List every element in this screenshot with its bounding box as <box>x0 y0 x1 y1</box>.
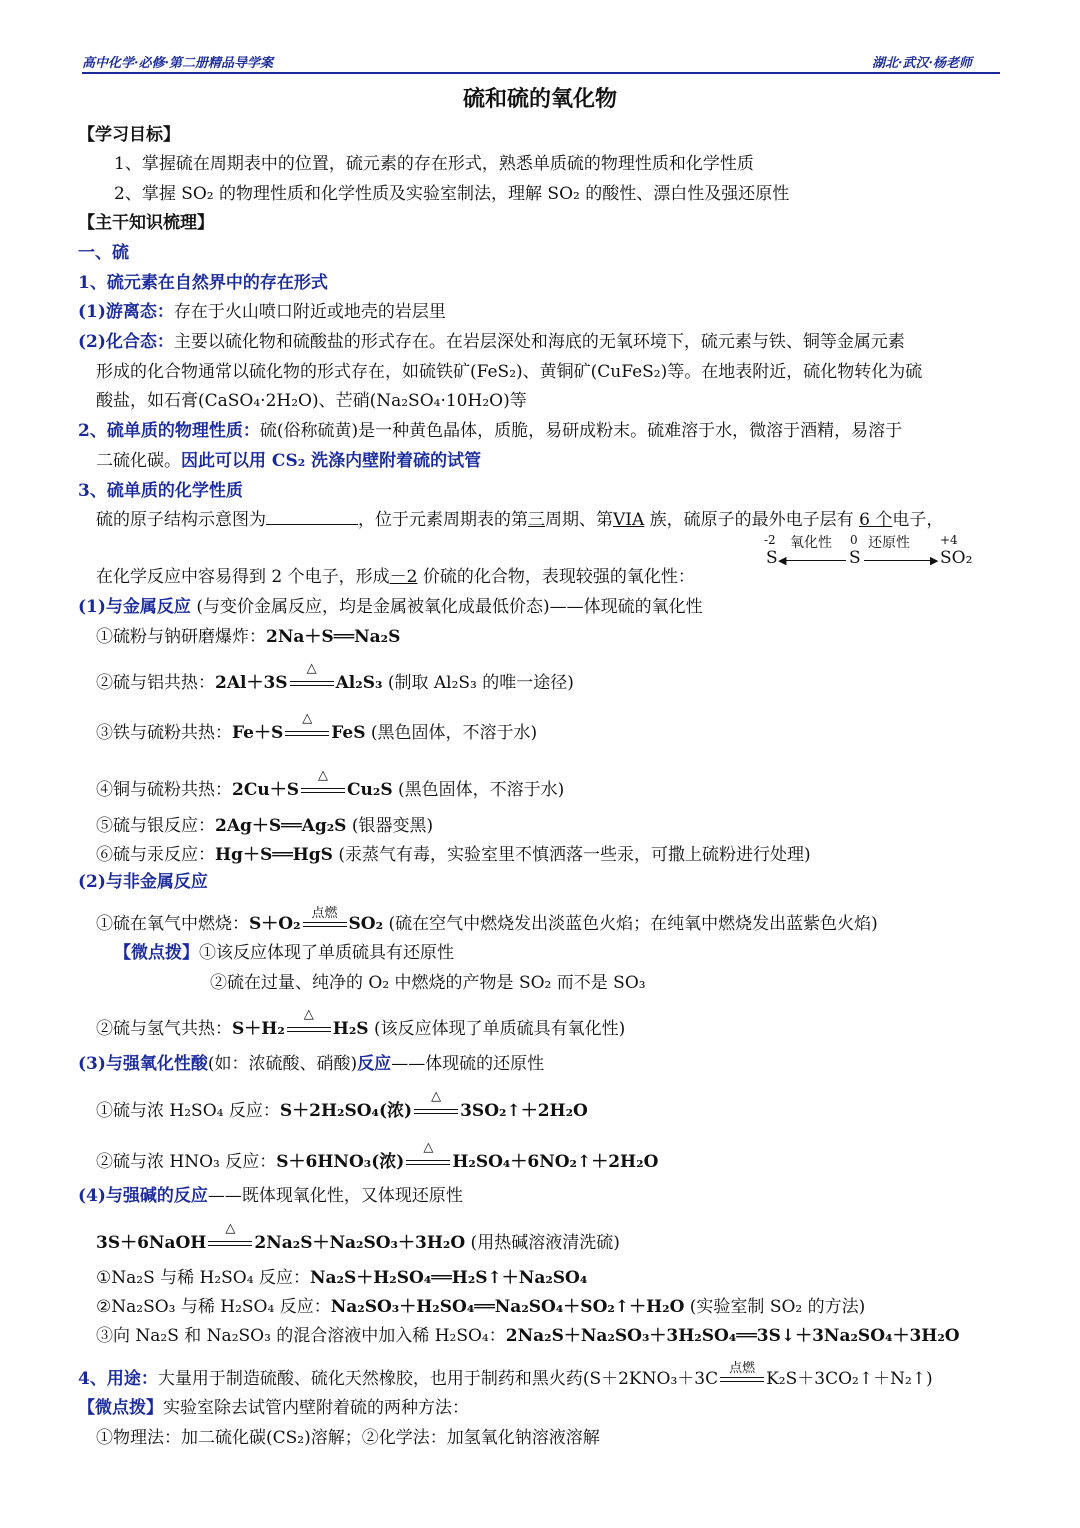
reaction-mixed: ③向 Na₂S 和 Na₂SO₃ 的混合溶液中加入稀 H₂SO₄：2Na₂S＋Na₂SO₃＋3H₂SO₄══3S↓＋3Na₂SO₄＋3H₂O <box>96 1326 960 1346</box>
page-title: 硫和硫的氧化物 <box>462 87 617 112</box>
objective-2: 2、掌握 SO₂ 的物理性质和化学性质及实验室制法，理解 SO₂ 的酸性、漂白性及强还原性 <box>114 184 790 204</box>
removal-methods: ①物理法：加二硫化碳(CS₂)溶解；②化学法：加氢氧化钠溶液溶解 <box>96 1428 600 1448</box>
reaction-na2s: ①Na₂S 与稀 H₂SO₄ 反应：Na₂S＋H₂SO₄══H₂S↑＋Na₂SO₄ <box>96 1268 588 1288</box>
physical-properties-2: 二硫化碳。因此可以用 CS₂ 洗涤内壁附着硫的试管 <box>96 451 482 471</box>
objectives-heading: 【学习目标】 <box>78 125 180 145</box>
acid-heading: (3)与强氧化性酸(如：浓硫酸、硝酸)反应——体现硫的还原性 <box>78 1054 545 1074</box>
reaction-fe: ③铁与硫粉共热：Fe＋S △ FeS (黑色固体，不溶于水) <box>96 710 538 743</box>
gain-electrons: 在化学反应中容易得到 2 个电子，形成－2 价硫的化合物，表现较强的氧化性： <box>96 567 695 587</box>
nonmetal-heading: (2)与非金属反应 <box>78 872 208 892</box>
answer-blank[interactable] <box>266 510 358 525</box>
metal-reaction-heading: (1)与金属反应 (与变价金属反应，均是金属被氧化成最低价态)——体现硫的氧化性 <box>78 597 703 617</box>
reaction-cu: ④铜与硫粉共热：2Cu＋S △ Cu₂S (黑色固体，不溶于水) <box>96 767 565 800</box>
reaction-ag: ⑤硫与银反应：2Ag＋S══Ag₂S (银器变黑) <box>96 816 434 836</box>
objective-1: 1、掌握硫在周期表中的位置，硫元素的存在形式，熟悉单质硫的物理性质和化学性质 <box>114 154 754 174</box>
reaction-hg: ⑥硫与汞反应：Hg＋S══HgS (汞蒸气有毒，实验室里不慎洒落一些汞，可撒上硫粉进行处理) <box>96 845 811 865</box>
reaction-na: ①硫粉与钠研磨爆炸：2Na＋S══Na₂S <box>96 627 401 647</box>
tip-2: ②硫在过量、纯净的 O₂ 中燃烧的产物是 SO₂ 而不是 SO₃ <box>210 973 646 993</box>
reaction-h2so4: ①硫与浓 H₂SO₄ 反应：S＋2H₂SO₄(浓) △ 3SO₂↑＋2H₂O <box>96 1088 588 1121</box>
section-chemical: 3、硫单质的化学性质 <box>78 481 243 501</box>
section-sulfur: 一、硫 <box>78 243 129 263</box>
free-state: (1)游离态：存在于火山喷口附近或地壳的岩层里 <box>78 302 446 322</box>
tip-removal: 【微点拨】实验室除去试管内壁附着硫的两种方法： <box>78 1398 469 1418</box>
reaction-o2: ①硫在氧气中燃烧：S＋O₂ 点燃 SO₂ (硫在空气中燃烧发出淡蓝色火焰；在纯氧中燃烧发出蓝紫色火焰) <box>96 905 878 934</box>
reaction-na2so3: ②Na₂SO₃ 与稀 H₂SO₄ 反应：Na₂SO₃＋H₂SO₄══Na₂SO₄＋SO₂↑＋H₂O (实验室制 SO₂ 的方法) <box>96 1297 866 1317</box>
header-rule <box>82 72 1000 74</box>
base-heading: (4)与强碱的反应——既体现氧化性，又体现还原性 <box>78 1186 463 1206</box>
tip-1: 【微点拨】①该反应体现了单质硫具有还原性 <box>114 943 454 963</box>
combined-state: (2)化合态：主要以硫化物和硫酸盐的形式存在。在岩层深处和海底的无氧环境下，硫元素与铁、铜等金属元素 <box>78 332 905 352</box>
combined-state-2: 形成的化合物通常以硫化物的形式存在，如硫铁矿(FeS₂)、黄铜矿(CuFeS₂)等。在地表附近，硫化物转化为硫 <box>96 362 923 382</box>
knowledge-heading: 【主干知识梳理】 <box>78 213 214 233</box>
physical-properties: 2、硫单质的物理性质：硫(俗称硫黄)是一种黄色晶体，质脆，易研成粉末。硫难溶于水，微溶于酒精，易溶于 <box>78 421 903 441</box>
header-left: 高中化学·必修·第二册精品导学案 <box>82 56 274 71</box>
reaction-hno3: ②硫与浓 HNO₃ 反应：S＋6HNO₃(浓) △ H₂SO₄＋6NO₂↑＋2H₂O <box>96 1139 659 1172</box>
header-right: 湖北·武汉·杨老师 <box>872 56 973 71</box>
atomic-structure: 硫的原子结构示意图为 ，位于元素周期表的第三周期、第VIA 族，硫原子的最外电子层有 6 个电子， <box>96 510 944 530</box>
reaction-h2: ②硫与氢气共热：S＋H₂ △ H₂S (该反应体现了单质硫具有氧化性) <box>96 1006 626 1039</box>
reaction-naoh: 3S＋6NaOH △ 2Na₂S＋Na₂SO₃＋3H₂O (用热碱溶液清洗硫) <box>96 1220 620 1253</box>
uses: 4、用途：大量用于制造硫酸、硫化天然橡胶，也用于制药和黑火药(S＋2KNO₃＋3C 点燃 K₂S＋3CO₂↑＋N₂↑) <box>78 1360 933 1389</box>
section-existence: 1、硫元素在自然界中的存在形式 <box>78 273 328 293</box>
reaction-al: ②硫与铝共热：2Al＋3S △ Al₂S₃ (制取 Al₂S₃ 的唯一途径) <box>96 660 574 693</box>
combined-state-3: 酸盐，如石膏(CaSO₄·2H₂O)、芒硝(Na₂SO₄·10H₂O)等 <box>96 391 527 411</box>
